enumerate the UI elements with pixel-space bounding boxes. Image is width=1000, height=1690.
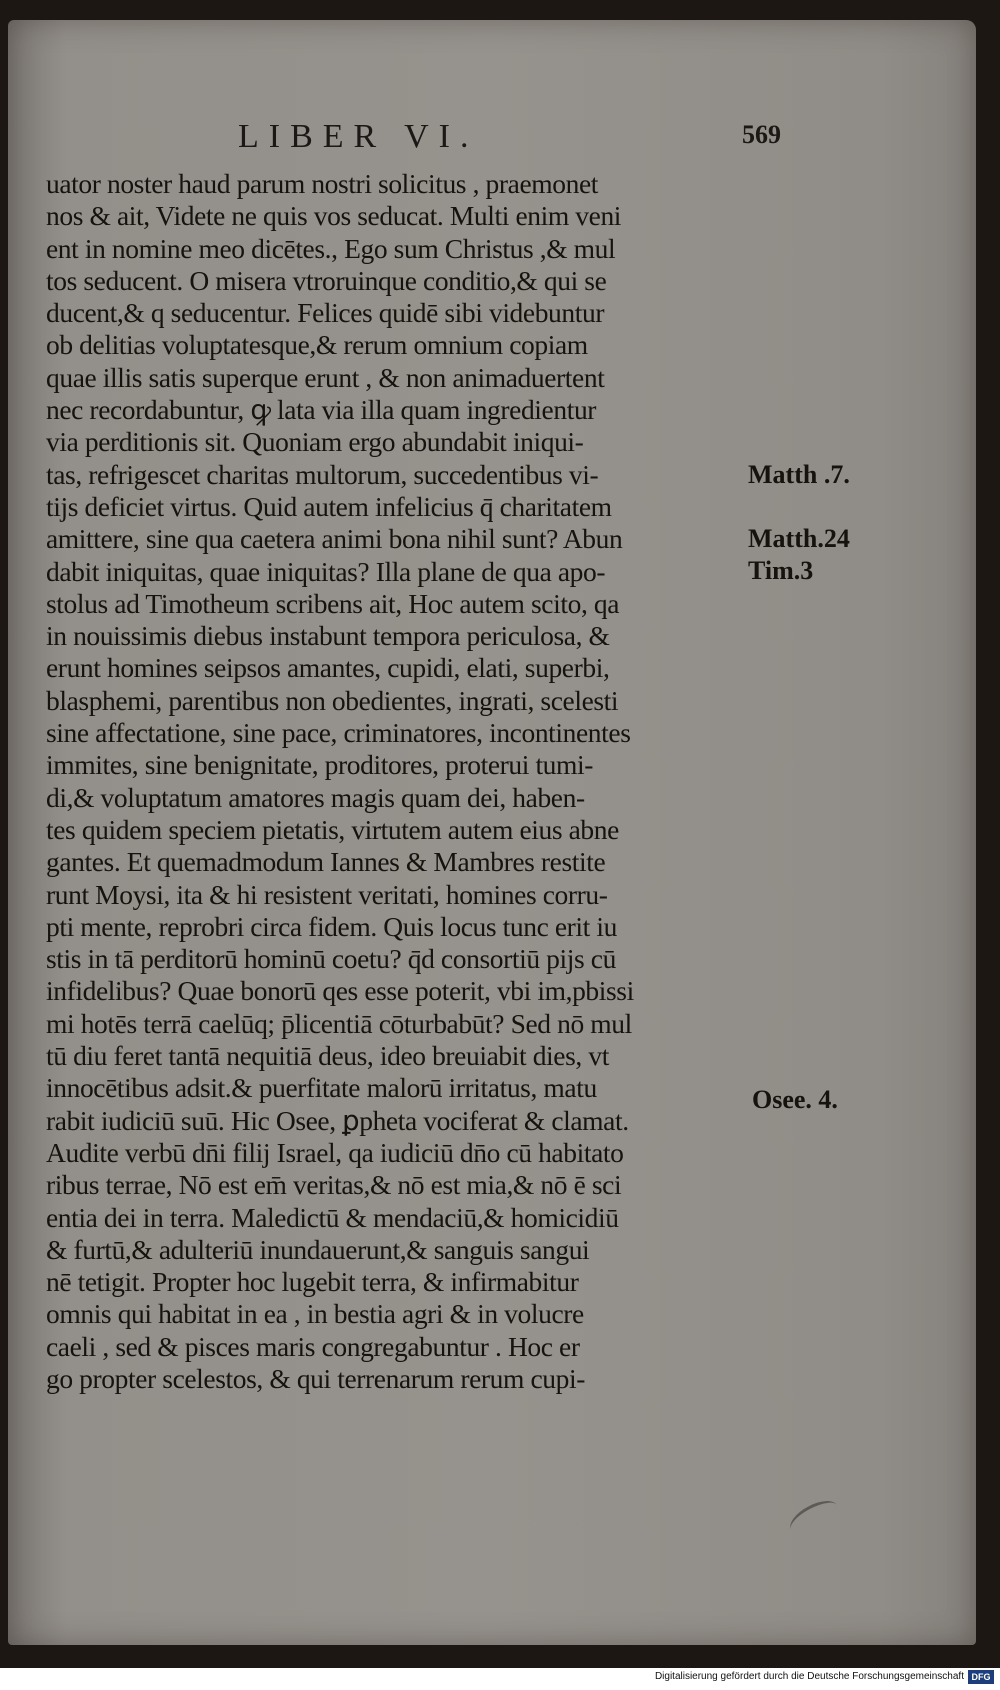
text-line: ent in nomine meo dicētes., Ego sum Christus ,& mul [46, 232, 616, 264]
text-line: erunt homines seipsos amantes, cupidi, elati, superbi, [46, 652, 610, 684]
text-line: immites, sine benignitate, proditores, proterui tumi- [46, 749, 594, 781]
text-line: uator noster haud parum nostri solicitus , praemonet [46, 168, 598, 199]
text-line: blasphemi, parentibus non obedientes, ingrati, scelesti [46, 684, 619, 716]
text-line: stolus ad Timotheum scribens ait, Hoc autem scito, qa [46, 587, 620, 619]
text-line: via perditionis sit. Quoniam ergo abundabit iniqui- [46, 426, 584, 458]
text-line: ducent,& q seducentur. Felices quidē sibi videbuntur [46, 297, 605, 329]
text-line: di,& voluptatum amatores magis quam dei, haben- [46, 781, 585, 813]
running-head [0, 110, 1000, 160]
text-line: tas, refrigescet charitas multorum, succedentibus vi- [46, 458, 599, 490]
body-text [46, 168, 746, 1395]
text-line: mi hotēs terrā caelūq; p̄licentiā cōturbabūt? Sed nō mul [46, 1007, 632, 1039]
text-line: tū diu feret tantā nequitiā deus, ideo breuiabit dies, vt [46, 1040, 609, 1072]
text-line: stis in tā perditorū hominū coetu? q̄d consortiū pijs cū [46, 943, 616, 975]
text-line: pti mente, reprobri circa fidem. Quis locus tunc erit iu [46, 910, 617, 942]
text-line: ob delitias voluptatesque,& rerum omnium copiam [46, 329, 588, 361]
text-line: omnis qui habitat in ea , in bestia agri & in volucre [46, 1298, 584, 1330]
text-line: tos seducent. O misera vtroruinque conditio,& qui se [46, 264, 607, 296]
text-line: tes quidem speciem pietatis, virtutem autem eius abne [46, 813, 619, 845]
text-line: sine affectatione, sine pace, criminatores, incontinentes [46, 717, 631, 749]
text-line: go propter scelestos, & qui terrenarum rerum cupi- [46, 1362, 585, 1394]
margin-note-matth-24: Matth.24 [748, 524, 850, 553]
footer-credit: Digitalisierung gefördert durch die Deutsche Forschungsgemeinschaft [654, 1671, 964, 1682]
text-line: dabit iniquitas, quae iniquitas? Illa plane de qua apo- [46, 555, 606, 587]
text-line: & furtū,& adulteriū inundauerunt,& sanguis sangui [46, 1233, 590, 1265]
text-line: Audite verbū dn̄i filij Israel, qa iudiciū dn̄o cū habitato [46, 1136, 624, 1168]
running-title: LIBER VI. [238, 118, 479, 155]
text-line: nē tetigit. Propter hoc lugebit terra, & infirmabitur [46, 1266, 579, 1298]
text-line: gantes. Et quemadmodum Iannes & Mambres restite [46, 846, 606, 878]
margin-note-matth-7: Matth .7. [748, 460, 850, 489]
margin-note-osee-4: Osee. 4. [752, 1085, 838, 1114]
footer-bar [0, 1668, 1000, 1690]
page-number: 569 [742, 120, 781, 149]
text-line: tijs deficiet virtus. Quid autem infelicius q̄ charitatem [46, 490, 612, 522]
text-line: nos & ait, Videte ne quis vos seducat. Multi enim veni [46, 200, 622, 232]
text-line: ribus terrae, Nō est em̄ veritas,& nō est mia,& nō ē sci [46, 1169, 622, 1201]
text-line: nec recordabuntur, ꝙ lata via illa quam ingredientur [46, 394, 597, 426]
text-line: innocētibus adsit.& puerfitate malorū irritatus, matu [46, 1072, 597, 1104]
text-line: entia dei in terra. Maledictū & mendaciū,& homicidiū [46, 1201, 619, 1233]
text-line: infidelibus? Quae bonorū qes esse poterit, vbi im,pbissi [46, 975, 634, 1007]
text-line: caeli , sed & pisces maris congregabuntur . Hoc er [46, 1330, 580, 1362]
dfg-logo: DFG [968, 1670, 994, 1684]
text-line: rabit iudiciū suū. Hic Osee, ꝑpheta vociferat & clamat. [46, 1104, 629, 1136]
text-line: in nouissimis diebus instabunt tempora periculosa, & [46, 620, 610, 652]
text-line: runt Moysi, ita & hi resistent veritati, homines corru- [46, 878, 608, 910]
margin-note-tim-3: Tim.3 [748, 556, 814, 585]
text-line: amittere, sine qua caetera animi bona nihil sunt? Abun [46, 523, 623, 555]
text-line: quae illis satis superque erunt , & non animaduertent [46, 361, 605, 393]
